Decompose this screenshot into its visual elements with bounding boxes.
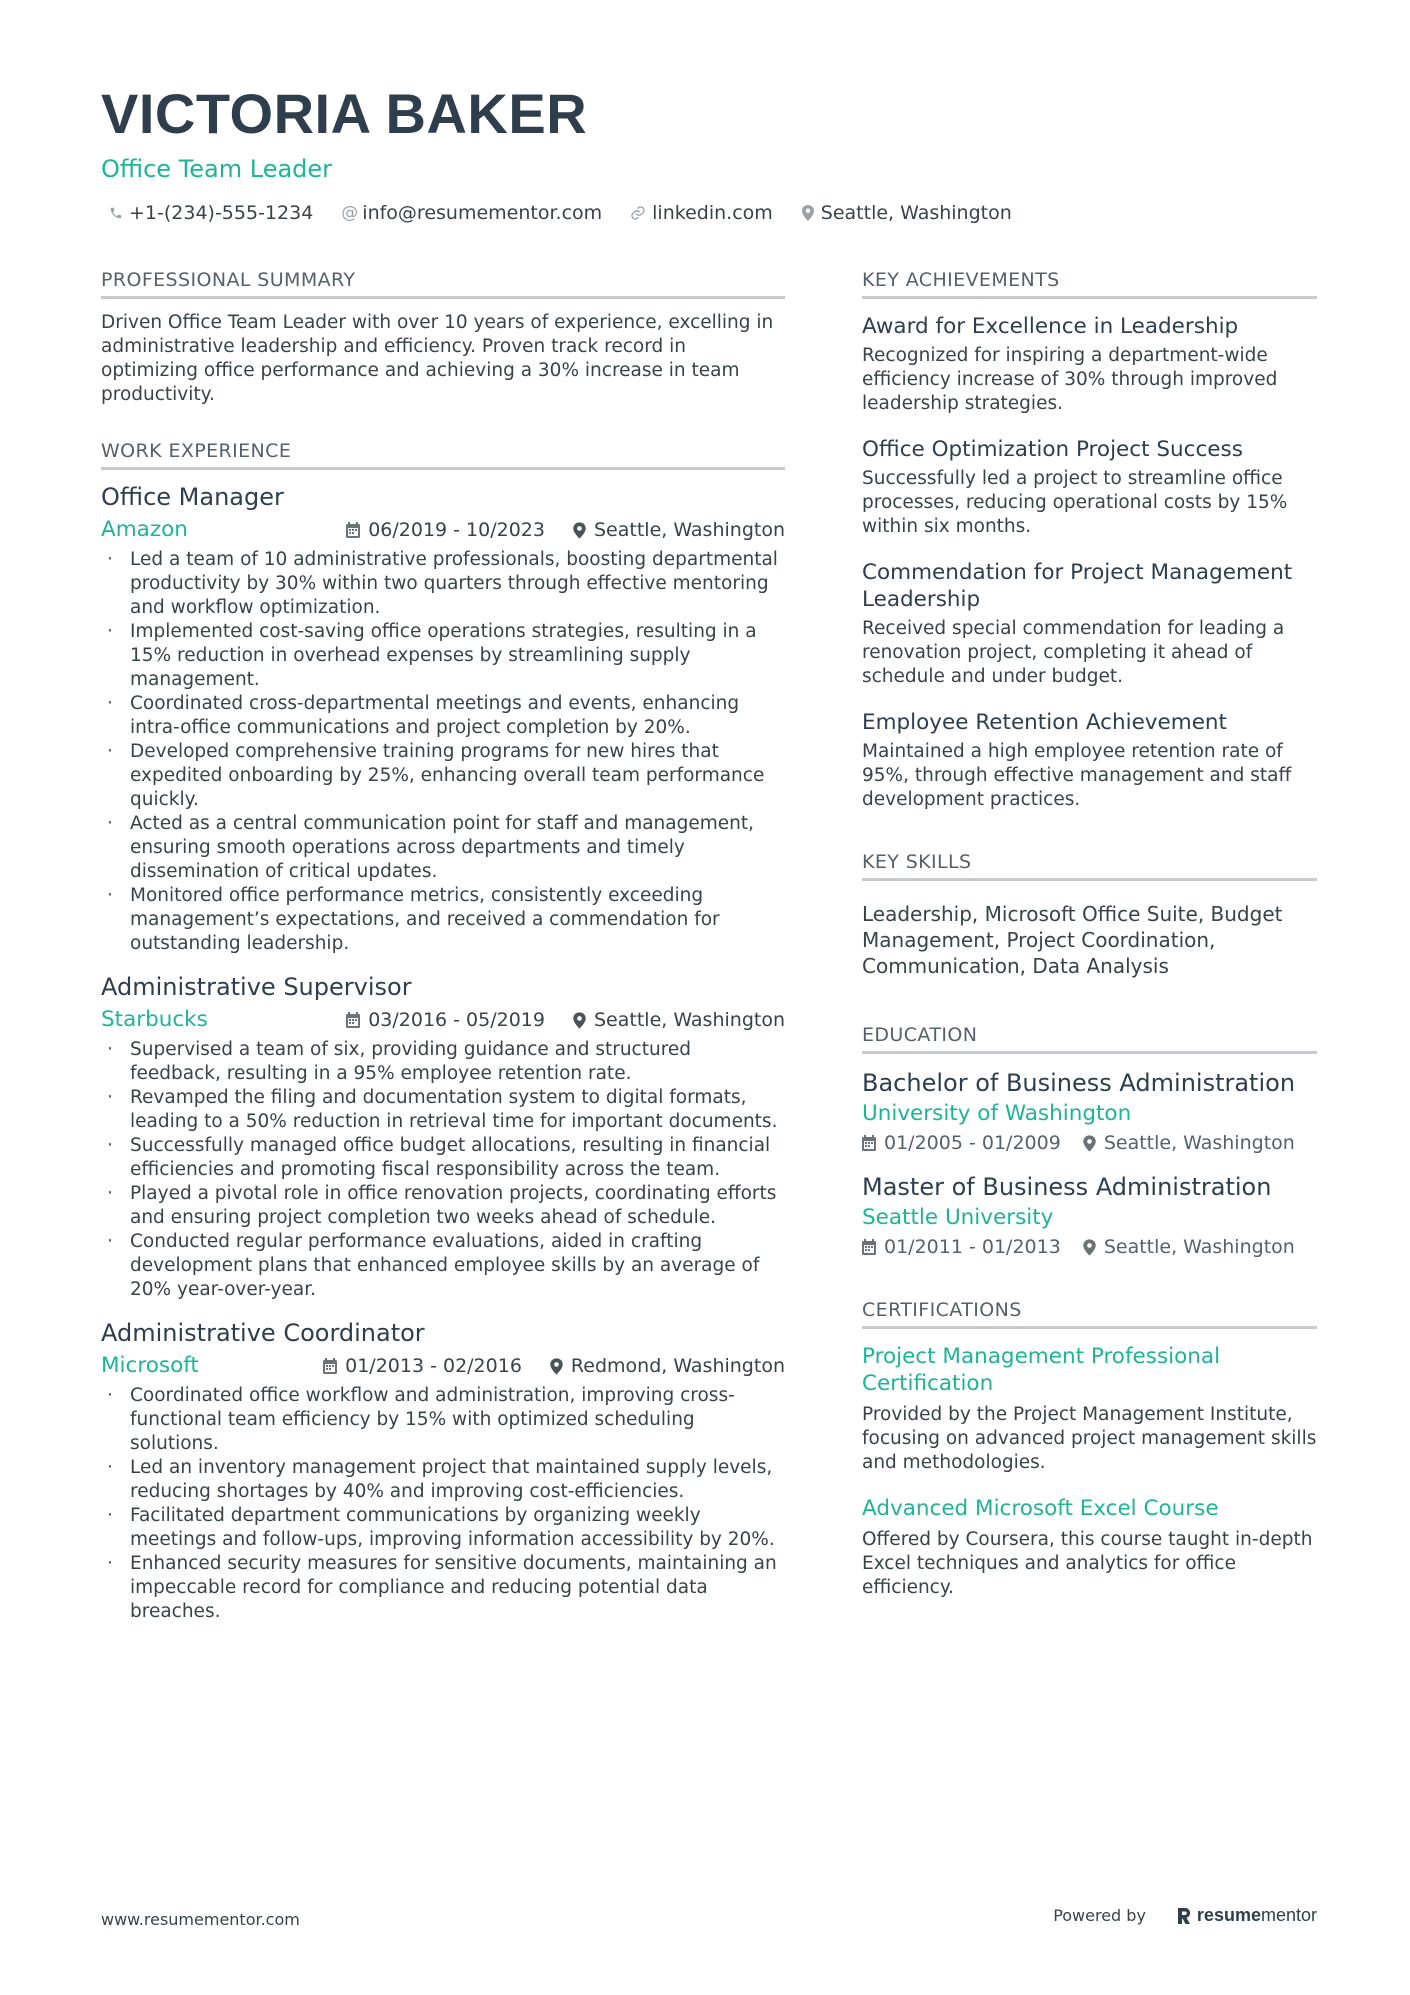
certification-text: Offered by Coursera, this course taught in-depth Excel techniques and analytics for office efficiency.: [862, 1529, 1313, 1598]
brand-bold: resume: [1196, 1905, 1261, 1925]
job-entry: [101, 972, 785, 1302]
education-item: [862, 1068, 1317, 1154]
school-name: Seattle University: [862, 1205, 1054, 1230]
company-name: Amazon: [101, 517, 188, 542]
job-meta: [101, 1006, 785, 1034]
bullet-item: · Enhanced security measures for sensitive documents, maintaining an impeccable record for compliance and reducing potential data breaches.: [101, 1552, 785, 1624]
location-pin-icon: [1083, 1239, 1096, 1256]
summary-section: [101, 268, 785, 407]
linkedin-text: linkedin.com: [652, 202, 773, 224]
footer-branding: [1053, 1905, 1317, 1926]
job-bullets: [101, 1038, 785, 1302]
achievement-item: [862, 436, 1317, 539]
skills-section: [862, 850, 1317, 979]
powered-by-text: Powered by: [1053, 1906, 1146, 1925]
job-location: Seattle, Washington: [594, 1009, 785, 1031]
job-title: Office Manager: [101, 483, 284, 511]
phone-text: +1-(234)-555-1234: [129, 202, 314, 224]
job-entry: [101, 482, 785, 956]
job-bullets: [101, 1384, 785, 1624]
bullet-item: · Played a pivotal role in office renovation projects, coordinating efforts and ensuring project completion two weeks ahead of schedule.: [101, 1182, 785, 1230]
achievement-title: Commendation for Project Management Leadership: [862, 560, 1293, 612]
job-title: Administrative Coordinator: [101, 1319, 425, 1347]
resume-page: [101, 80, 1317, 1622]
education-location: Seattle, Washington: [1103, 1132, 1295, 1154]
achievements-section: [862, 268, 1317, 812]
location-pin-icon: [1083, 1135, 1096, 1152]
job-entry: [101, 1318, 785, 1624]
location-pin-icon: [573, 1012, 586, 1029]
contact-bar: [101, 202, 1317, 224]
certification-title: Project Management Professional Certification: [862, 1344, 1221, 1396]
achievement-text: Successfully led a project to streamline office processes, reducing operational costs by 15% within six months.: [862, 468, 1288, 537]
right-column: [862, 268, 1317, 1600]
experience-section: [101, 439, 785, 1624]
education-dates: 01/2005 - 01/2009: [884, 1132, 1061, 1154]
job-title: Administrative Supervisor: [101, 973, 412, 1001]
phone-icon: [109, 206, 123, 220]
achievement-item: [862, 709, 1317, 812]
company-name: Starbucks: [101, 1007, 208, 1032]
candidate-name: VICTORIA BAKER: [101, 82, 588, 145]
bullet-item: · Acted as a central communication point for staff and management, ensuring smooth operations across departments and timely dissemination of critical updates.: [101, 812, 785, 884]
certifications-heading: CERTIFICATIONS: [862, 1298, 1317, 1329]
achievement-title: Award for Excellence in Leadership: [862, 314, 1239, 339]
location-text: Seattle, Washington: [820, 202, 1012, 224]
bullet-item: · Led an inventory management project that maintained supply levels, reducing shortages by 40% and improving cost-efficiencies.: [101, 1456, 785, 1504]
bullet-item: · Revamped the filing and documentation system to digital formats, leading to a 50% reduction in retrieval time for important documents.: [101, 1086, 785, 1134]
job-meta: [101, 1352, 785, 1380]
bullet-item: · Developed comprehensive training programs for new hires that expedited onboarding by 25%, enhancing overall team performance quickly.: [101, 740, 785, 812]
achievements-heading: KEY ACHIEVEMENTS: [862, 268, 1317, 299]
school-name: University of Washington: [862, 1101, 1132, 1126]
resumementor-logo[interactable]: [1176, 1905, 1317, 1926]
degree-title: Bachelor of Business Administration: [862, 1069, 1296, 1097]
contact-phone[interactable]: [109, 202, 313, 224]
candidate-title: Office Team Leader: [101, 155, 333, 183]
education-location: Seattle, Washington: [1103, 1236, 1295, 1258]
experience-heading: WORK EXPERIENCE: [101, 439, 785, 470]
calendar-icon: [862, 1135, 876, 1151]
job-location: Redmond, Washington: [570, 1355, 785, 1377]
job-dates: 03/2016 - 05/2019: [368, 1009, 545, 1031]
location-pin-icon: [573, 522, 586, 539]
left-column: [101, 268, 785, 1624]
achievement-text: Recognized for inspiring a department-wide efficiency increase of 30% through improved leadership strategies.: [862, 345, 1278, 414]
at-icon: @: [341, 203, 359, 223]
skills-heading: KEY SKILLS: [862, 850, 1317, 881]
degree-title: Master of Business Administration: [862, 1173, 1272, 1201]
bullet-item: · Led a team of 10 administrative professionals, boosting departmental productivity by 30% within two quarters through effective mentoring and workflow optimization.: [101, 548, 785, 620]
achievement-item: [862, 559, 1317, 689]
achievement-title: Employee Retention Achievement: [862, 710, 1227, 735]
education-dates: 01/2011 - 01/2013: [884, 1236, 1061, 1258]
bullet-item: · Coordinated office workflow and administration, improving cross-functional team efficiency by 15% with optimized scheduling solutions.: [101, 1384, 785, 1456]
bullet-item: · Monitored office performance metrics, consistently exceeding management’s expectations, and received a commendation for outstanding leadership.: [101, 884, 785, 956]
calendar-icon: [346, 522, 360, 538]
bullet-item: · Coordinated cross-departmental meetings and events, enhancing intra-office communications and project completion by 20%.: [101, 692, 785, 740]
location-pin-icon: [801, 205, 815, 221]
skills-text: Leadership, Microsoft Office Suite, Budget Management, Project Coordination, Communication, Data Analysis: [862, 902, 1283, 978]
education-heading: EDUCATION: [862, 1023, 1317, 1054]
job-dates: 01/2013 - 02/2016: [345, 1355, 522, 1377]
certification-title: Advanced Microsoft Excel Course: [862, 1496, 1219, 1521]
job-meta: [101, 516, 785, 544]
certifications-section: [862, 1298, 1317, 1600]
contact-email[interactable]: [341, 202, 602, 224]
calendar-icon: [323, 1358, 337, 1374]
certification-text: Provided by the Project Management Institute, focusing on advanced project management skills and methodologies.: [862, 1404, 1317, 1473]
bullet-item: · Implemented cost-saving office operations strategies, resulting in a 15% reduction in overhead expenses by streamlining supply management.: [101, 620, 785, 692]
education-item: [862, 1172, 1317, 1258]
bullet-item: · Supervised a team of six, providing guidance and structured feedback, resulting in a 95% employee retention rate.: [101, 1038, 785, 1086]
achievement-text: Maintained a high employee retention rate of 95%, through effective management and staff development practices.: [862, 741, 1292, 810]
bullet-item: · Successfully managed office budget allocations, resulting in financial efficiencies and promoting fiscal responsibility across the team.: [101, 1134, 785, 1182]
company-name: Microsoft: [101, 1353, 199, 1378]
location-pin-icon: [550, 1358, 563, 1375]
summary-text: Driven Office Team Leader with over 10 years of experience, excelling in administrative leadership and efficiency. Proven track record in optimizing office performance and achieving a 30% increase in team productivity.: [101, 312, 774, 405]
job-bullets: [101, 548, 785, 956]
bullet-item: · Facilitated department communications by organizing weekly meetings and follow-ups, improving information accessibility by 20%.: [101, 1504, 785, 1552]
contact-location: [801, 202, 1012, 224]
calendar-icon: [862, 1239, 876, 1255]
brand-light: mentor: [1260, 1905, 1317, 1925]
contact-linkedin[interactable]: [630, 202, 773, 224]
education-section: [862, 1023, 1317, 1258]
summary-heading: PROFESSIONAL SUMMARY: [101, 268, 785, 299]
bullet-item: · Conducted regular performance evaluations, aided in crafting development plans that enhanced employee skills by an average of 20% year-over-year.: [101, 1230, 785, 1302]
achievement-item: [862, 313, 1317, 416]
resumementor-logo-icon: [1176, 1906, 1192, 1926]
link-icon: [630, 205, 646, 221]
certification-item: [862, 1495, 1317, 1600]
achievement-text: Received special commendation for leading a renovation project, completing it ahead of schedule and under budget.: [862, 618, 1285, 687]
job-location: Seattle, Washington: [594, 519, 785, 541]
achievement-title: Office Optimization Project Success: [862, 437, 1243, 462]
certification-item: [862, 1343, 1317, 1475]
job-dates: 06/2019 - 10/2023: [368, 519, 545, 541]
calendar-icon: [346, 1012, 360, 1028]
footer-website[interactable]: www.resumementor.com: [101, 1910, 300, 1929]
email-text: info@resumementor.com: [362, 202, 603, 224]
